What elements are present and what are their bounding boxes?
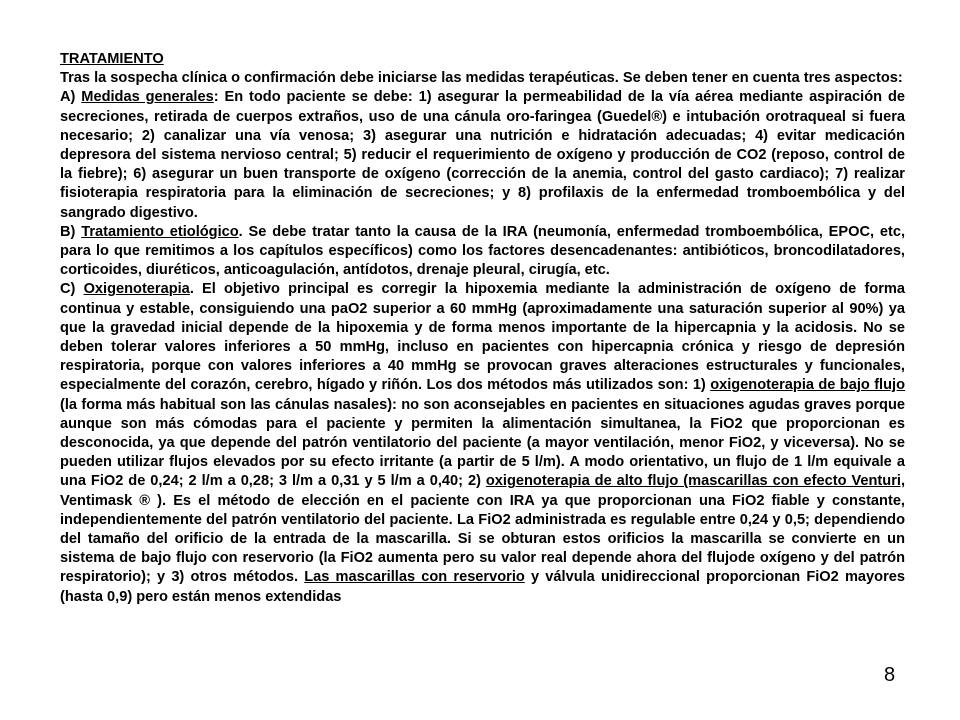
low-flow-term: oxigenoterapia de bajo flujo — [710, 377, 905, 394]
page-number: 8 — [884, 664, 896, 686]
title-line — [60, 50, 905, 69]
section-b-prefix: B) — [60, 223, 82, 240]
reservoir-term: Las mascarillas con reservorio — [304, 569, 525, 586]
high-flow-term: oxigenoterapia de alto flujo (mascarillas con efecto Venturi, — [485, 473, 905, 490]
section-c-text-3: Ventimask ® ). Es el método de elección en el paciente con IRA ya que proporcionan una FiO2 fiable y constante, independientemente del patrón ventilatorio del paciente. La FiO2 administrada es regulable entre 0,24 y 0,5; dependiendo del tamaño del orificio de la entrada de la mascarilla. Si se obturan estos orificios la mascarilla se convierte en un sistema de bajo flujo con reservorio (la FiO2 aumenta pero su valor real depende ahora del flujode oxígeno y del patrón respiratorio); y 3) otros métodos. — [60, 492, 905, 586]
section-c-prefix: C) — [60, 281, 84, 298]
section-c-text-1: . El objetivo principal es corregir la hipoxemia mediante la administración de oxígeno de forma continua y estable, consiguiendo una paO2 superior a 60 mmHg (aproximadamente una saturación superior al 90%) ya que la gravedad inicial depende de la hipoxemia y de forma menos importante de la hipercapnia y la acidosis. No se deben tolerar valores inferiores a 50 mmHg, incluso en pacientes con hipercapnia crónica y riesgo de depresión respiratoria, porque con valores inferiores a 40 mmHg se provocan graves alteraciones estructurales y funcionales, especialmente del corazón, cerebro, hígado y riñón. Los dos métodos más utilizados son: 1) — [60, 281, 905, 394]
section-a-text: : En todo paciente se debe: 1) asegurar la permeabilidad de la vía aérea mediante aspiración de secreciones, retirada de cuerpos extraños, uso de una cánula oro-faringea (Guedel®) e intubación orotraqueal si fuera necesario; 2) canalizar una vía venosa; 3) asegurar una nutrición e hidratación adecuadas; 4) evitar medicación depresora del sistema nervioso central; 5) reducir el requerimiento de oxígeno y producción de CO2 (reposo, control de la fiebre); 6) asegurar un buen transporte de oxígeno (corrección de la anemia, control del gasto cardiaco); 7) realizar fisioterapia respiratoria para la eliminación de secreciones; y 8) profilaxis de la enfermedad tromboembólica y del sangrado digestivo. — [60, 89, 905, 221]
section-a-heading: Medidas generales — [81, 89, 214, 106]
section-c-paragraph — [60, 280, 905, 606]
section-b-paragraph — [60, 223, 905, 281]
section-b-text: . Se debe tratar tanto la causa de la IRA (neumonía, enfermedad tromboembólica, EPOC, etc, para lo que remitimos a los capítulos específicos) como los factores desencadenantes: antibióticos, broncodilatadores, corticoides, diuréticos, anticoagulación, antídotos, drenaje pleural, cirugía, etc. — [60, 223, 906, 279]
section-c-heading: Oxigenoterapia — [83, 281, 190, 298]
intro-paragraph: Tras la sospecha clínica o confirmación debe iniciarse las medidas terapéuticas. Se deben tener en cuenta tres aspectos: — [60, 70, 903, 87]
text-block — [60, 50, 905, 607]
section-b-heading: Tratamiento etiológico — [81, 223, 239, 240]
section-c-text-2: (la forma más habitual son las cánulas nasales): no son aconsejables en pacientes en situaciones agudas graves porque aunque son más cómodas para el paciente y permiten la alimentación simultanea, la FiO2 que proporcionan es desconocida, ya que depende del patrón ventilatorio del paciente (a mayor ventilación, menor FiO2, y viceversa). No se pueden utilizar flujos elevados por su efecto irritante (a partir de 5 l/m). A modo orientativo, un flujo de 1 l/m equivale a una FiO2 de 0,24; 2 l/m a 0,28; 3 l/m a 0,31 y 5 l/m a 0,40; 2) — [60, 396, 905, 490]
section-a-paragraph — [60, 88, 905, 222]
section-title: TRATAMIENTO — [60, 51, 164, 67]
section-c-text-4: y válvula unidireccional proporcionan FiO2 mayores (hasta 0,9) pero están menos extendidas — [60, 569, 905, 605]
section-a-prefix: A) — [60, 89, 82, 106]
